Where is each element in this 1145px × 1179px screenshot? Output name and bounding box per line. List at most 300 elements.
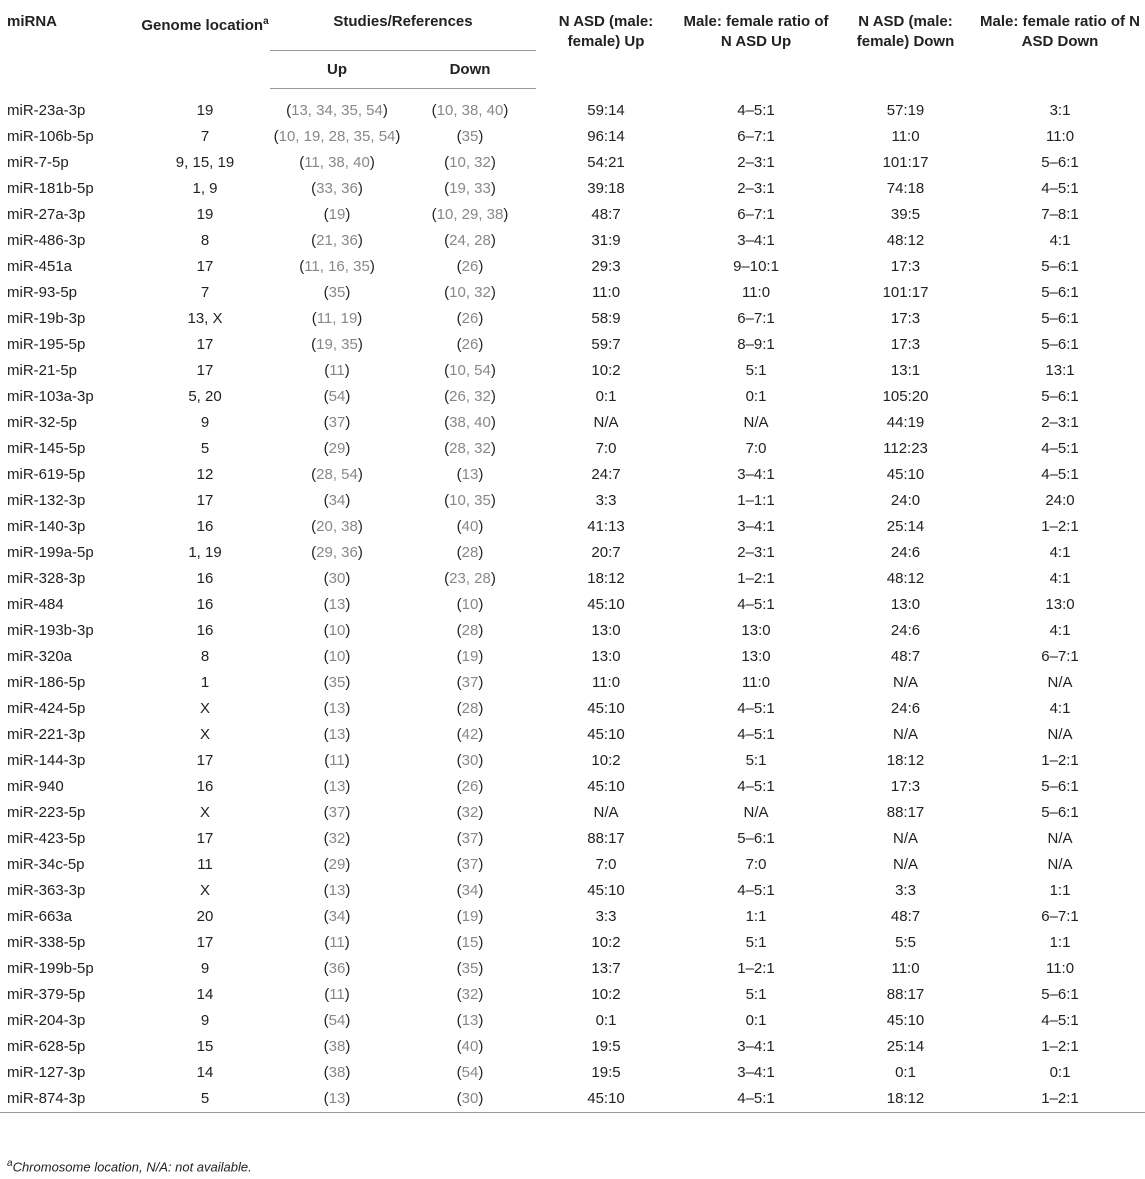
cell-studies-down-refs: 37 — [461, 829, 479, 847]
cell-studies-down: (19, 33) — [444, 179, 496, 197]
cell-studies-down-refs: 26 — [461, 335, 479, 353]
table-row — [0, 1007, 1145, 1033]
header-mirna: miRNA — [7, 13, 58, 30]
cell-studies-up: (13) — [323, 725, 351, 743]
cell-studies-down-refs: 10, 38, 40 — [436, 101, 504, 119]
header-up: Up — [270, 51, 404, 89]
cell-genome-location: 5, 20 — [188, 387, 222, 405]
cell-mirna: miR-874-3p — [0, 1085, 140, 1113]
cell-genome-location: 1, 19 — [188, 543, 222, 561]
cell-studies-down-refs: 37 — [461, 855, 479, 873]
cell-n-asd-down: 44:19 — [886, 413, 925, 431]
cell-mirna: miR-484 — [7, 595, 64, 613]
cell-ratio-down: 4:1 — [1049, 231, 1071, 249]
cell-genome-location: 5 — [200, 439, 210, 457]
cell-studies-up: (54) — [323, 1011, 351, 1029]
cell-ratio-down: 5–6:1 — [1041, 777, 1079, 795]
cell-ratio-down: 6–7:1 — [1041, 647, 1079, 665]
cell-n-asd-up: 24:7 — [591, 465, 621, 483]
cell-genome-location: 8 — [200, 647, 210, 665]
cell-genome-location: 17 — [196, 751, 214, 769]
cell-n-asd-up: 13:0 — [591, 647, 621, 665]
table-row — [0, 487, 1145, 513]
cell-studies-up-refs: 54 — [328, 387, 346, 405]
cell-mirna: miR-132-3p — [7, 491, 86, 509]
cell-ratio-up: 4–5:1 — [737, 595, 775, 613]
cell-mirna: miR-193b-3p — [7, 621, 94, 639]
cell-studies-down-refs: 15 — [461, 933, 479, 951]
table-row — [0, 877, 1145, 903]
cell-studies-up: (34) — [323, 491, 351, 509]
cell-studies-down-refs: 10, 54 — [449, 361, 491, 379]
cell-n-asd-down: 48:7 — [890, 647, 921, 665]
table-row — [0, 955, 1145, 981]
cell-studies-down-refs: 35 — [461, 127, 479, 145]
cell-ratio-down: 1:1 — [1049, 881, 1071, 899]
cell-ratio-up: 5:1 — [745, 751, 767, 769]
cell-studies-down-refs: 23, 28 — [449, 569, 491, 587]
table-row — [0, 435, 1145, 461]
cell-n-asd-up: N/A — [593, 803, 619, 821]
header-down: Down — [404, 51, 536, 89]
cell-studies-up-refs: 38 — [328, 1037, 346, 1055]
cell-mirna: miR-619-5p — [7, 465, 86, 483]
cell-genome-location: 16 — [196, 569, 214, 587]
cell-ratio-up: 5:1 — [745, 933, 767, 951]
cell-studies-down: (10, 32) — [444, 283, 496, 301]
cell-studies-up: (37) — [323, 413, 351, 431]
cell-studies-down-refs: 32 — [461, 985, 479, 1003]
header-n-asd-up: N ASD (male: female) Up — [558, 13, 654, 50]
cell-n-asd-up: 45:10 — [587, 725, 625, 743]
cell-ratio-down: 4–5:1 — [1041, 179, 1079, 197]
cell-n-asd-up: 59:14 — [587, 101, 625, 119]
cell-studies-up-refs: 30 — [328, 569, 346, 587]
cell-ratio-up: 6–7:1 — [737, 309, 775, 327]
table-body — [0, 89, 1145, 1113]
table-row — [0, 695, 1145, 721]
cell-studies-up-refs: 35 — [328, 283, 346, 301]
cell-studies-up-refs: 13 — [328, 595, 346, 613]
cell-n-asd-down: 88:17 — [886, 803, 925, 821]
header-ratio-up: Male: female ratio of N ASD Up — [683, 13, 829, 50]
cell-n-asd-down: 24:6 — [890, 621, 921, 639]
cell-studies-up: (29) — [323, 855, 351, 873]
cell-genome-location: 1, 9 — [192, 179, 218, 197]
cell-n-asd-down: 39:5 — [890, 205, 921, 223]
cell-studies-down: (10, 35) — [444, 491, 496, 509]
cell-mirna: miR-34c-5p — [7, 855, 85, 873]
cell-ratio-down: 5–6:1 — [1041, 153, 1079, 171]
cell-genome-location: 20 — [196, 907, 214, 925]
cell-studies-down-refs: 34 — [461, 881, 479, 899]
cell-n-asd-up: 10:2 — [591, 933, 621, 951]
table-row — [0, 331, 1145, 357]
cell-studies-down-refs: 40 — [461, 1037, 479, 1055]
table-row — [0, 149, 1145, 175]
cell-genome-location: 9 — [200, 1011, 210, 1029]
cell-ratio-up: 2–3:1 — [737, 543, 775, 561]
cell-mirna: miR-32-5p — [7, 413, 78, 431]
cell-ratio-up: 3–4:1 — [737, 231, 775, 249]
cell-ratio-up: 11:0 — [741, 673, 771, 691]
cell-n-asd-down: 3:3 — [895, 881, 916, 899]
cell-n-asd-down: 105:20 — [882, 387, 929, 405]
cell-genome-location: 15 — [196, 1037, 214, 1055]
table-row — [0, 617, 1145, 643]
cell-mirna: miR-451a — [7, 257, 73, 275]
cell-ratio-down: 5–6:1 — [1041, 283, 1079, 301]
cell-studies-up: (33, 36) — [311, 179, 363, 197]
cell-studies-up-refs: 29 — [328, 439, 346, 457]
cell-studies-down: (23, 28) — [444, 569, 496, 587]
table-row — [0, 1085, 1145, 1113]
cell-n-asd-up: 45:10 — [587, 595, 625, 613]
cell-studies-down: (28) — [456, 621, 484, 639]
table-row — [0, 1059, 1145, 1085]
cell-ratio-up: 4–5:1 — [737, 777, 775, 795]
cell-studies-down: (32) — [456, 803, 484, 821]
cell-studies-down: (35) — [456, 959, 484, 977]
table-row — [0, 357, 1145, 383]
cell-mirna: miR-320a — [7, 647, 73, 665]
cell-ratio-down: 5–6:1 — [1041, 257, 1079, 275]
cell-n-asd-down: 24:6 — [890, 543, 921, 561]
cell-studies-down-refs: 19 — [461, 907, 479, 925]
cell-n-asd-up: 13:0 — [591, 621, 621, 639]
cell-genome-location: 16 — [196, 517, 214, 535]
cell-n-asd-up: 88:17 — [587, 829, 625, 847]
cell-n-asd-down: 48:12 — [886, 569, 925, 587]
cell-ratio-down: 13:1 — [1045, 361, 1075, 379]
cell-studies-up: (54) — [323, 387, 351, 405]
cell-n-asd-up: 13:7 — [591, 959, 621, 977]
cell-studies-up-refs: 13 — [328, 777, 346, 795]
cell-mirna: miR-127-3p — [7, 1063, 86, 1081]
cell-mirna: miR-223-5p — [7, 803, 86, 821]
cell-n-asd-up: 0:1 — [595, 1011, 617, 1029]
cell-studies-up-refs: 38 — [328, 1063, 346, 1081]
table-row — [0, 565, 1145, 591]
cell-genome-location: 9, 15, 19 — [175, 153, 235, 171]
cell-studies-up-refs: 11 — [329, 985, 345, 1003]
cell-mirna: miR-328-3p — [7, 569, 86, 587]
cell-genome-location: X — [199, 803, 210, 821]
cell-ratio-down: N/A — [1047, 725, 1073, 743]
cell-studies-down: (37) — [456, 673, 484, 691]
cell-studies-up-refs: 11, 38, 40 — [304, 153, 370, 171]
table-row — [0, 591, 1145, 617]
cell-ratio-down: 11:0 — [1045, 959, 1075, 977]
cell-genome-location: 7 — [200, 127, 210, 145]
cell-n-asd-up: 31:9 — [591, 231, 621, 249]
cell-studies-up-refs: 13 — [328, 725, 346, 743]
table-row — [0, 1033, 1145, 1059]
cell-studies-up-refs: 35 — [328, 673, 346, 691]
cell-ratio-up: 4–5:1 — [737, 699, 775, 717]
cell-ratio-up: 4–5:1 — [737, 101, 775, 119]
cell-studies-up: (11, 16, 35) — [299, 257, 375, 275]
cell-studies-down-refs: 30 — [461, 1090, 479, 1107]
cell-genome-location: 14 — [196, 1063, 214, 1081]
cell-n-asd-down: 11:0 — [891, 959, 920, 977]
cell-studies-up: (37) — [323, 803, 351, 821]
cell-studies-down: (54) — [456, 1063, 484, 1081]
cell-ratio-up: 2–3:1 — [737, 153, 775, 171]
cell-studies-up: (13) — [323, 777, 351, 795]
cell-genome-location: 17 — [196, 491, 214, 509]
cell-studies-up-refs: 33, 36 — [316, 179, 358, 197]
cell-studies-up: (13) — [323, 881, 351, 899]
cell-n-asd-down: N/A — [893, 673, 919, 691]
header-ratio-down: Male: female ratio of N ASD Down — [979, 13, 1141, 50]
cell-genome-location: 16 — [196, 777, 214, 795]
cell-studies-down-refs: 28 — [461, 699, 479, 717]
cell-n-asd-down: N/A — [893, 855, 919, 873]
cell-mirna: miR-628-5p — [7, 1037, 86, 1055]
cell-studies-down-refs: 42 — [461, 725, 479, 743]
cell-ratio-down: 0:1 — [1049, 1063, 1071, 1081]
cell-n-asd-up: N/A — [593, 413, 619, 431]
cell-n-asd-down: 112:23 — [883, 439, 928, 457]
table-row — [0, 669, 1145, 695]
cell-studies-down: (38, 40) — [444, 413, 496, 431]
cell-studies-down-refs: 28 — [461, 543, 479, 561]
cell-genome-location: 14 — [196, 985, 214, 1003]
cell-studies-down-refs: 32 — [461, 803, 479, 821]
cell-n-asd-up: 96:14 — [587, 127, 625, 145]
cell-genome-location: 8 — [200, 231, 210, 249]
cell-studies-up: (36) — [323, 959, 351, 977]
cell-n-asd-up: 7:0 — [595, 439, 617, 457]
cell-n-asd-up: 45:10 — [587, 777, 625, 795]
cell-n-asd-down: 101:17 — [882, 283, 929, 301]
cell-mirna: miR-486-3p — [7, 231, 86, 249]
cell-ratio-up: 7:0 — [745, 855, 767, 873]
cell-n-asd-up: 11:0 — [591, 673, 621, 691]
cell-studies-up-refs: 29 — [328, 855, 346, 873]
cell-mirna: miR-663a — [7, 907, 73, 925]
cell-mirna: miR-140-3p — [7, 517, 86, 535]
cell-ratio-up: N/A — [743, 803, 769, 821]
table-row — [0, 175, 1145, 201]
cell-studies-up: (11) — [324, 985, 350, 1003]
cell-n-asd-down: 18:12 — [886, 751, 925, 769]
cell-n-asd-down: 101:17 — [882, 153, 929, 171]
cell-mirna: miR-221-3p — [7, 725, 86, 743]
cell-ratio-down: 7–8:1 — [1041, 205, 1079, 223]
cell-genome-location: 17 — [196, 829, 214, 847]
cell-n-asd-down: N/A — [893, 829, 919, 847]
cell-mirna: miR-363-3p — [7, 881, 86, 899]
cell-studies-up: (38) — [323, 1063, 351, 1081]
cell-ratio-down: 2–3:1 — [1041, 413, 1079, 431]
cell-ratio-up: 2–3:1 — [737, 179, 775, 197]
cell-studies-down: (26) — [456, 777, 484, 795]
table-row — [0, 799, 1145, 825]
cell-ratio-up: 5–6:1 — [737, 829, 775, 847]
cell-n-asd-up: 10:2 — [591, 985, 621, 1003]
cell-n-asd-up: 19:5 — [591, 1063, 621, 1081]
cell-studies-up-refs: 13 — [328, 1090, 346, 1107]
cell-ratio-down: 24:0 — [1045, 491, 1075, 509]
cell-studies-down: (26, 32) — [444, 387, 496, 405]
cell-n-asd-up: 29:3 — [591, 257, 621, 275]
cell-studies-down: (10, 54) — [444, 361, 496, 379]
cell-n-asd-down: 17:3 — [890, 309, 921, 327]
cell-ratio-up: 6–7:1 — [737, 127, 775, 145]
cell-n-asd-down: 48:7 — [890, 907, 921, 925]
cell-ratio-down: 4:1 — [1049, 543, 1071, 561]
cell-studies-up: (13, 34, 35, 54) — [286, 101, 388, 119]
table-row — [0, 97, 1145, 123]
cell-n-asd-down: 17:3 — [890, 335, 921, 353]
cell-ratio-up: 1–2:1 — [737, 959, 775, 977]
cell-ratio-down: 5–6:1 — [1041, 803, 1079, 821]
cell-studies-up: (10, 19, 28, 35, 54) — [273, 127, 401, 145]
cell-mirna: miR-93-5p — [7, 283, 78, 301]
cell-studies-down: (13) — [456, 465, 484, 483]
cell-studies-up-refs: 10, 19, 28, 35, 54 — [278, 127, 396, 145]
cell-n-asd-down: 57:19 — [886, 101, 925, 119]
cell-studies-up-refs: 19 — [328, 205, 346, 223]
cell-studies-down: (10, 32) — [444, 153, 496, 171]
cell-genome-location: X — [199, 881, 210, 899]
cell-mirna: miR-181b-5p — [7, 179, 94, 197]
cell-ratio-up: 1–1:1 — [737, 491, 775, 509]
header-studies-references: Studies/References — [270, 0, 536, 51]
cell-n-asd-down: 45:10 — [886, 1011, 925, 1029]
cell-n-asd-down: 25:14 — [886, 517, 925, 535]
cell-genome-location: 17 — [196, 257, 214, 275]
cell-studies-up-refs: 13 — [328, 881, 346, 899]
cell-mirna: miR-204-3p — [7, 1011, 86, 1029]
cell-studies-up-refs: 10 — [328, 647, 346, 665]
cell-mirna: miR-186-5p — [7, 673, 86, 691]
table-row — [0, 539, 1145, 565]
cell-studies-up: (28, 54) — [311, 465, 363, 483]
cell-ratio-down: 4:1 — [1049, 621, 1071, 639]
cell-mirna: miR-21-5p — [7, 361, 78, 379]
cell-studies-down-refs: 26, 32 — [449, 387, 491, 405]
table-row — [0, 981, 1145, 1007]
cell-mirna: miR-27a-3p — [7, 205, 86, 223]
cell-genome-location: 7 — [200, 283, 210, 301]
footnote: $^a$Chromosome location, N/A: not available. — [7, 1158, 252, 1175]
cell-studies-down: (30) — [404, 1085, 536, 1113]
cell-studies-up: (13) — [323, 699, 351, 717]
cell-n-asd-down: N/A — [893, 725, 919, 743]
cell-ratio-down: 13:0 — [1045, 595, 1075, 613]
cell-studies-down-refs: 19, 33 — [449, 179, 491, 197]
cell-genome-location: 17 — [196, 361, 214, 379]
cell-studies-up-refs: 11 — [329, 361, 345, 379]
cell-ratio-down: 1–2:1 — [1041, 1037, 1079, 1055]
cell-n-asd-up: 3:3 — [595, 907, 617, 925]
cell-ratio-down: N/A — [1047, 673, 1073, 691]
cell-studies-up: (29) — [323, 439, 351, 457]
table-row — [0, 929, 1145, 955]
cell-studies-down: (40) — [456, 517, 484, 535]
table-row — [0, 279, 1145, 305]
cell-studies-down: (37) — [456, 855, 484, 873]
cell-n-asd-up: 7:0 — [595, 855, 617, 873]
cell-ratio-up: 11:0 — [741, 283, 771, 301]
cell-n-asd-up: 58:9 — [591, 309, 621, 327]
cell-studies-down: (10, 38, 40) — [431, 101, 509, 119]
cell-studies-down: (37) — [456, 829, 484, 847]
cell-genome-location: 19 — [196, 101, 214, 119]
table-row — [0, 825, 1145, 851]
cell-ratio-up: N/A — [743, 413, 769, 431]
cell-studies-down: (32) — [456, 985, 484, 1003]
cell-studies-down-refs: 19 — [461, 647, 479, 665]
cell-genome-location: 17 — [196, 933, 214, 951]
cell-ratio-up: 1–2:1 — [737, 569, 775, 587]
cell-studies-down: (13) — [456, 1011, 484, 1029]
table-row — [0, 201, 1145, 227]
cell-ratio-up: 1:1 — [745, 907, 767, 925]
cell-ratio-down: 4–5:1 — [1041, 439, 1079, 457]
cell-n-asd-up: 45:10 — [587, 881, 625, 899]
cell-n-asd-down: 24:0 — [890, 491, 921, 509]
cell-mirna: miR-7-5p — [7, 153, 69, 171]
cell-studies-down: (19) — [456, 907, 484, 925]
cell-n-asd-down: 13:0 — [890, 595, 921, 613]
cell-ratio-up: 0:1 — [745, 1011, 767, 1029]
cell-studies-down: (15) — [456, 933, 484, 951]
cell-genome-location: 9 — [200, 413, 210, 431]
cell-studies-down: (26) — [456, 257, 484, 275]
cell-mirna: miR-106b-5p — [7, 127, 94, 145]
cell-n-asd-up: 54:21 — [587, 153, 625, 171]
cell-ratio-up: 5:1 — [745, 985, 767, 1003]
cell-ratio-down: 1:1 — [1049, 933, 1071, 951]
cell-mirna: miR-195-5p — [7, 335, 86, 353]
cell-genome-location: X — [199, 725, 210, 743]
cell-studies-up: (21, 36) — [311, 231, 363, 249]
cell-genome-location: X — [199, 699, 210, 717]
cell-ratio-up: 7:0 — [745, 439, 767, 457]
cell-studies-up-refs: 19, 35 — [316, 335, 358, 353]
table-row — [0, 513, 1145, 539]
cell-ratio-up: 8–9:1 — [737, 335, 775, 353]
cell-n-asd-down: 17:3 — [890, 777, 921, 795]
cell-studies-down: (26) — [456, 335, 484, 353]
cell-studies-down-refs: 26 — [461, 257, 479, 275]
table-row — [0, 643, 1145, 669]
cell-studies-up-refs: 36 — [328, 959, 346, 977]
table-row — [0, 227, 1145, 253]
cell-studies-up-refs: 11 — [329, 933, 345, 951]
cell-genome-location: 16 — [196, 621, 214, 639]
cell-n-asd-down: 0:1 — [895, 1063, 916, 1081]
cell-studies-down-refs: 28 — [461, 621, 479, 639]
cell-studies-up: (11) — [324, 361, 350, 379]
cell-ratio-down: 5–6:1 — [1041, 985, 1079, 1003]
cell-studies-up: (34) — [323, 907, 351, 925]
cell-studies-up: (11, 38, 40) — [299, 153, 375, 171]
cell-mirna: miR-145-5p — [7, 439, 86, 457]
cell-studies-up-refs: 37 — [328, 413, 346, 431]
cell-studies-down: (28, 32) — [444, 439, 496, 457]
table-row — [0, 851, 1145, 877]
cell-studies-down-refs: 13 — [461, 1011, 479, 1029]
cell-ratio-up: 3–4:1 — [737, 1063, 775, 1081]
cell-ratio-down: 1–2:1 — [1041, 751, 1079, 769]
cell-studies-up-refs: 13 — [328, 699, 346, 717]
cell-studies-down-refs: 30 — [461, 751, 479, 769]
